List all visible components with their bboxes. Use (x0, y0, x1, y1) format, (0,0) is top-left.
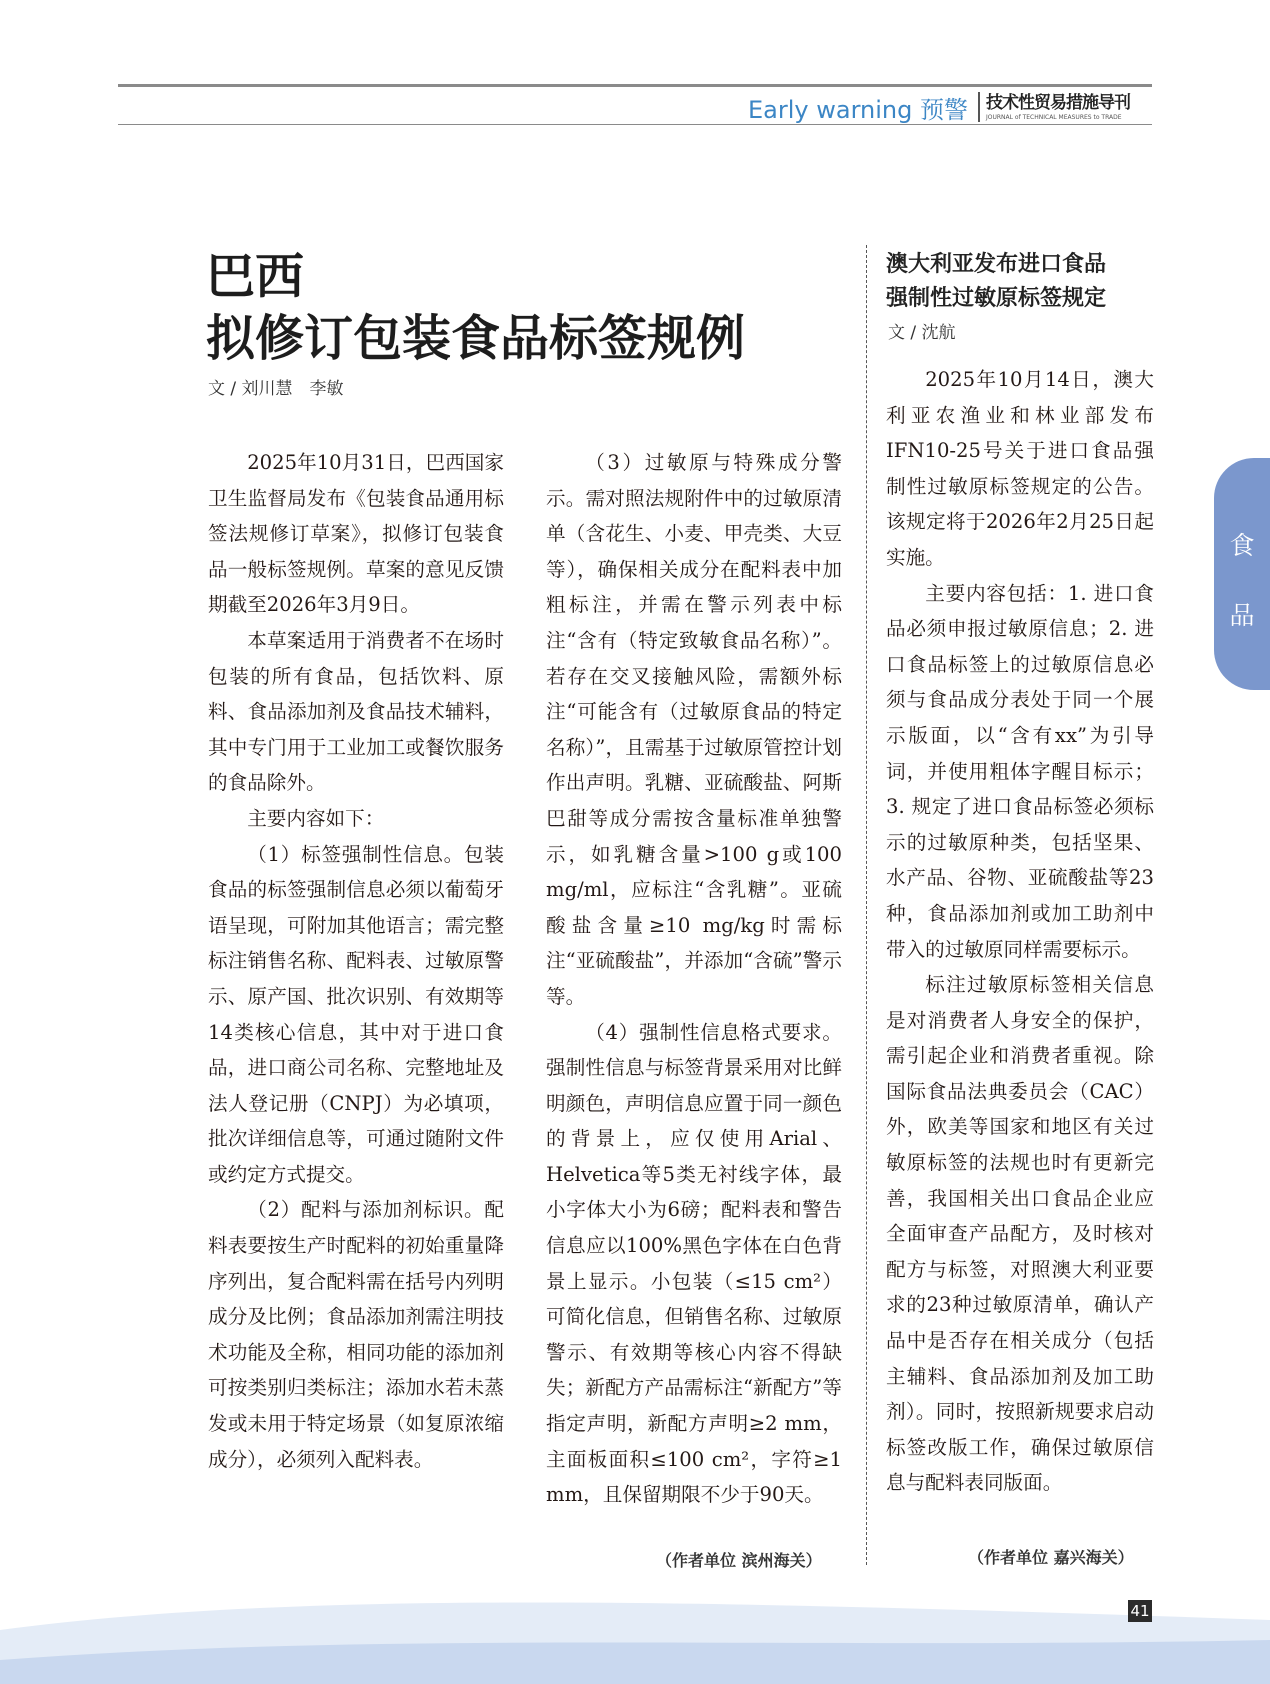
header-separator (978, 92, 980, 122)
header-rule-bottom (118, 124, 1152, 125)
sidebar-article-column (886, 362, 1154, 1501)
paragraph: （2）配料与添加剂标识。配料表要按生产时配料的初始重量降序列出，复合配料需在括号内列明成分及比例；食品添加剂需注明技术功能及全称，相同功能的添加剂可按类别归类标注；添加水若未蒸发或未用于特定场景（如复原浓缩成分），必须列入配料表。 (208, 1198, 504, 1471)
section-tab-char: 品 (1229, 601, 1255, 630)
journal-logo (986, 88, 1152, 121)
sidebar-title-line1: 澳大利亚发布进口食品 (886, 252, 1107, 277)
sidebar-article-title (886, 248, 1176, 316)
sidebar-author-affiliation: （作者单位 嘉兴海关） (968, 1548, 1134, 1567)
paragraph: 2025年10月31日，巴西国家卫生监督局发布《包装食品通用标签法规修订草案》，拟修订包装食品一般标签规例。草案的意见反馈期截至2026年3月9日。 (208, 451, 504, 617)
journal-subtitle: JOURNAL of TECHNICAL MEASURES to TRADE (986, 114, 1122, 121)
section-tab (1214, 458, 1270, 690)
journal-name: 技术性贸易措施导刊 (986, 93, 1130, 113)
footer-wave (0, 1590, 1270, 1684)
paragraph: （3）过敏原与特殊成分警示。需对照法规附件中的过敏原清单（含花生、小麦、甲壳类、大豆等），确保相关成分在配料表中加粗标注，并需在警示列表中标注“含有（特定致敏食品名称）”。若存在交叉接触风险，需额外标注“可能含有（过敏原食品的特定名称）”，且需基于过敏原管控计划作出声明。乳糖、亚硫酸盐、阿斯巴甜等成分需按含量标准单独警示，如乳糖含量>100 g或100 mg/ml，应标注“含乳糖”。亚硫酸盐含量≥10 mg/kg时需标注“亚硫酸盐”，并添加“含硫”警示等。 (546, 451, 842, 1008)
paragraph: （1）标签强制性信息。包装食品的标签强制信息必须以葡萄牙语呈现，可附加其他语言；需完整标注销售名称、配料表、过敏原警示、原产国、批次识别、有效期等14类核心信息，其中对于进口食品，进口商公司名称、完整地址及法人登记册（CNPJ）为必填项，批次详细信息等，可通过随附文件或约定方式提交。 (208, 842, 504, 1186)
article-column-2 (546, 445, 842, 1513)
article-byline: 文 / 刘川慧 李敏 (208, 379, 344, 399)
section-tab-char: 食 (1229, 531, 1255, 560)
article-title-line1: 巴西 (206, 248, 305, 305)
section-label: Early warning 预警 (748, 96, 968, 124)
author-affiliation: （作者单位 滨州海关） (656, 1551, 822, 1570)
paragraph: 主要内容如下： (247, 806, 385, 830)
paragraph: 主要内容包括：1. 进口食品必须申报过敏原信息；2. 进口食品标签上的过敏原信息必须与食品成分表处于同一个展示版面，以“含有xx”为引导词，并使用粗体字醒目标示；3. 规定了进口食品标签必须标示的过敏原种类，包括坚果、水产品、谷物、亚硫酸盐等23种，食品添加剂或加工助剂中带入的过敏原同样需要标示。 (886, 581, 1154, 961)
sidebar-byline: 文 / 沈航 (888, 323, 956, 343)
article-column-1 (208, 445, 504, 1477)
article-title-line2: 拟修订包装食品标签规例 (206, 310, 746, 367)
paragraph: 2025年10月14日，澳大利亚农渔业和林业部发布IFN10-25号关于进口食品强制性过敏原标签规定的公告。该规定将于2026年2月25日起实施。 (886, 368, 1154, 569)
sidebar-title-line2: 强制性过敏原标签规定 (886, 286, 1107, 311)
paragraph: 本草案适用于消费者不在场时包装的所有食品，包括饮料、原料、食品添加剂及食品技术辅料，其中专门用于工业加工或餐饮服务的食品除外。 (208, 628, 504, 795)
page-number: 41 (1128, 1600, 1152, 1622)
paragraph: 标注过敏原标签相关信息是对消费者人身安全的保护，需引起企业和消费者重视。除国际食品法典委员会（CAC）外，欧美等国家和地区有关过敏原标签的法规也时有更新完善，我国相关出口食品企业应全面审查产品配方，及时核对配方与标签，对照澳大利亚要求的23种过敏原清单，确认产品中是否存在相关成分（包括主辅料、食品添加剂及加工助剂）。同时，按照新规要求启动标签改版工作，确保过敏原信息与配料表同版面。 (886, 973, 1154, 1495)
article-title (206, 246, 745, 370)
header-rule-top (118, 84, 1152, 87)
paragraph: （4）强制性信息格式要求。强制性信息与标签背景采用对比鲜明颜色，声明信息应置于同一颜色的背景上，应仅使用Arial、Helvetica等5类无衬线字体，最小字体大小为6磅；配料表和警告信息应以100%黑色字体在白色背景上显示。小包装（≤15 cm²）可简化信息，但销售名称、过敏原警示、有效期等核心内容不得缺失；新配方产品需标注“新配方”等指定声明，新配方声明≥2 mm，主面板面积≤100 cm²，字符≥1 mm，且保留期限不少于90天。 (546, 1020, 842, 1507)
column-divider (866, 245, 867, 1565)
